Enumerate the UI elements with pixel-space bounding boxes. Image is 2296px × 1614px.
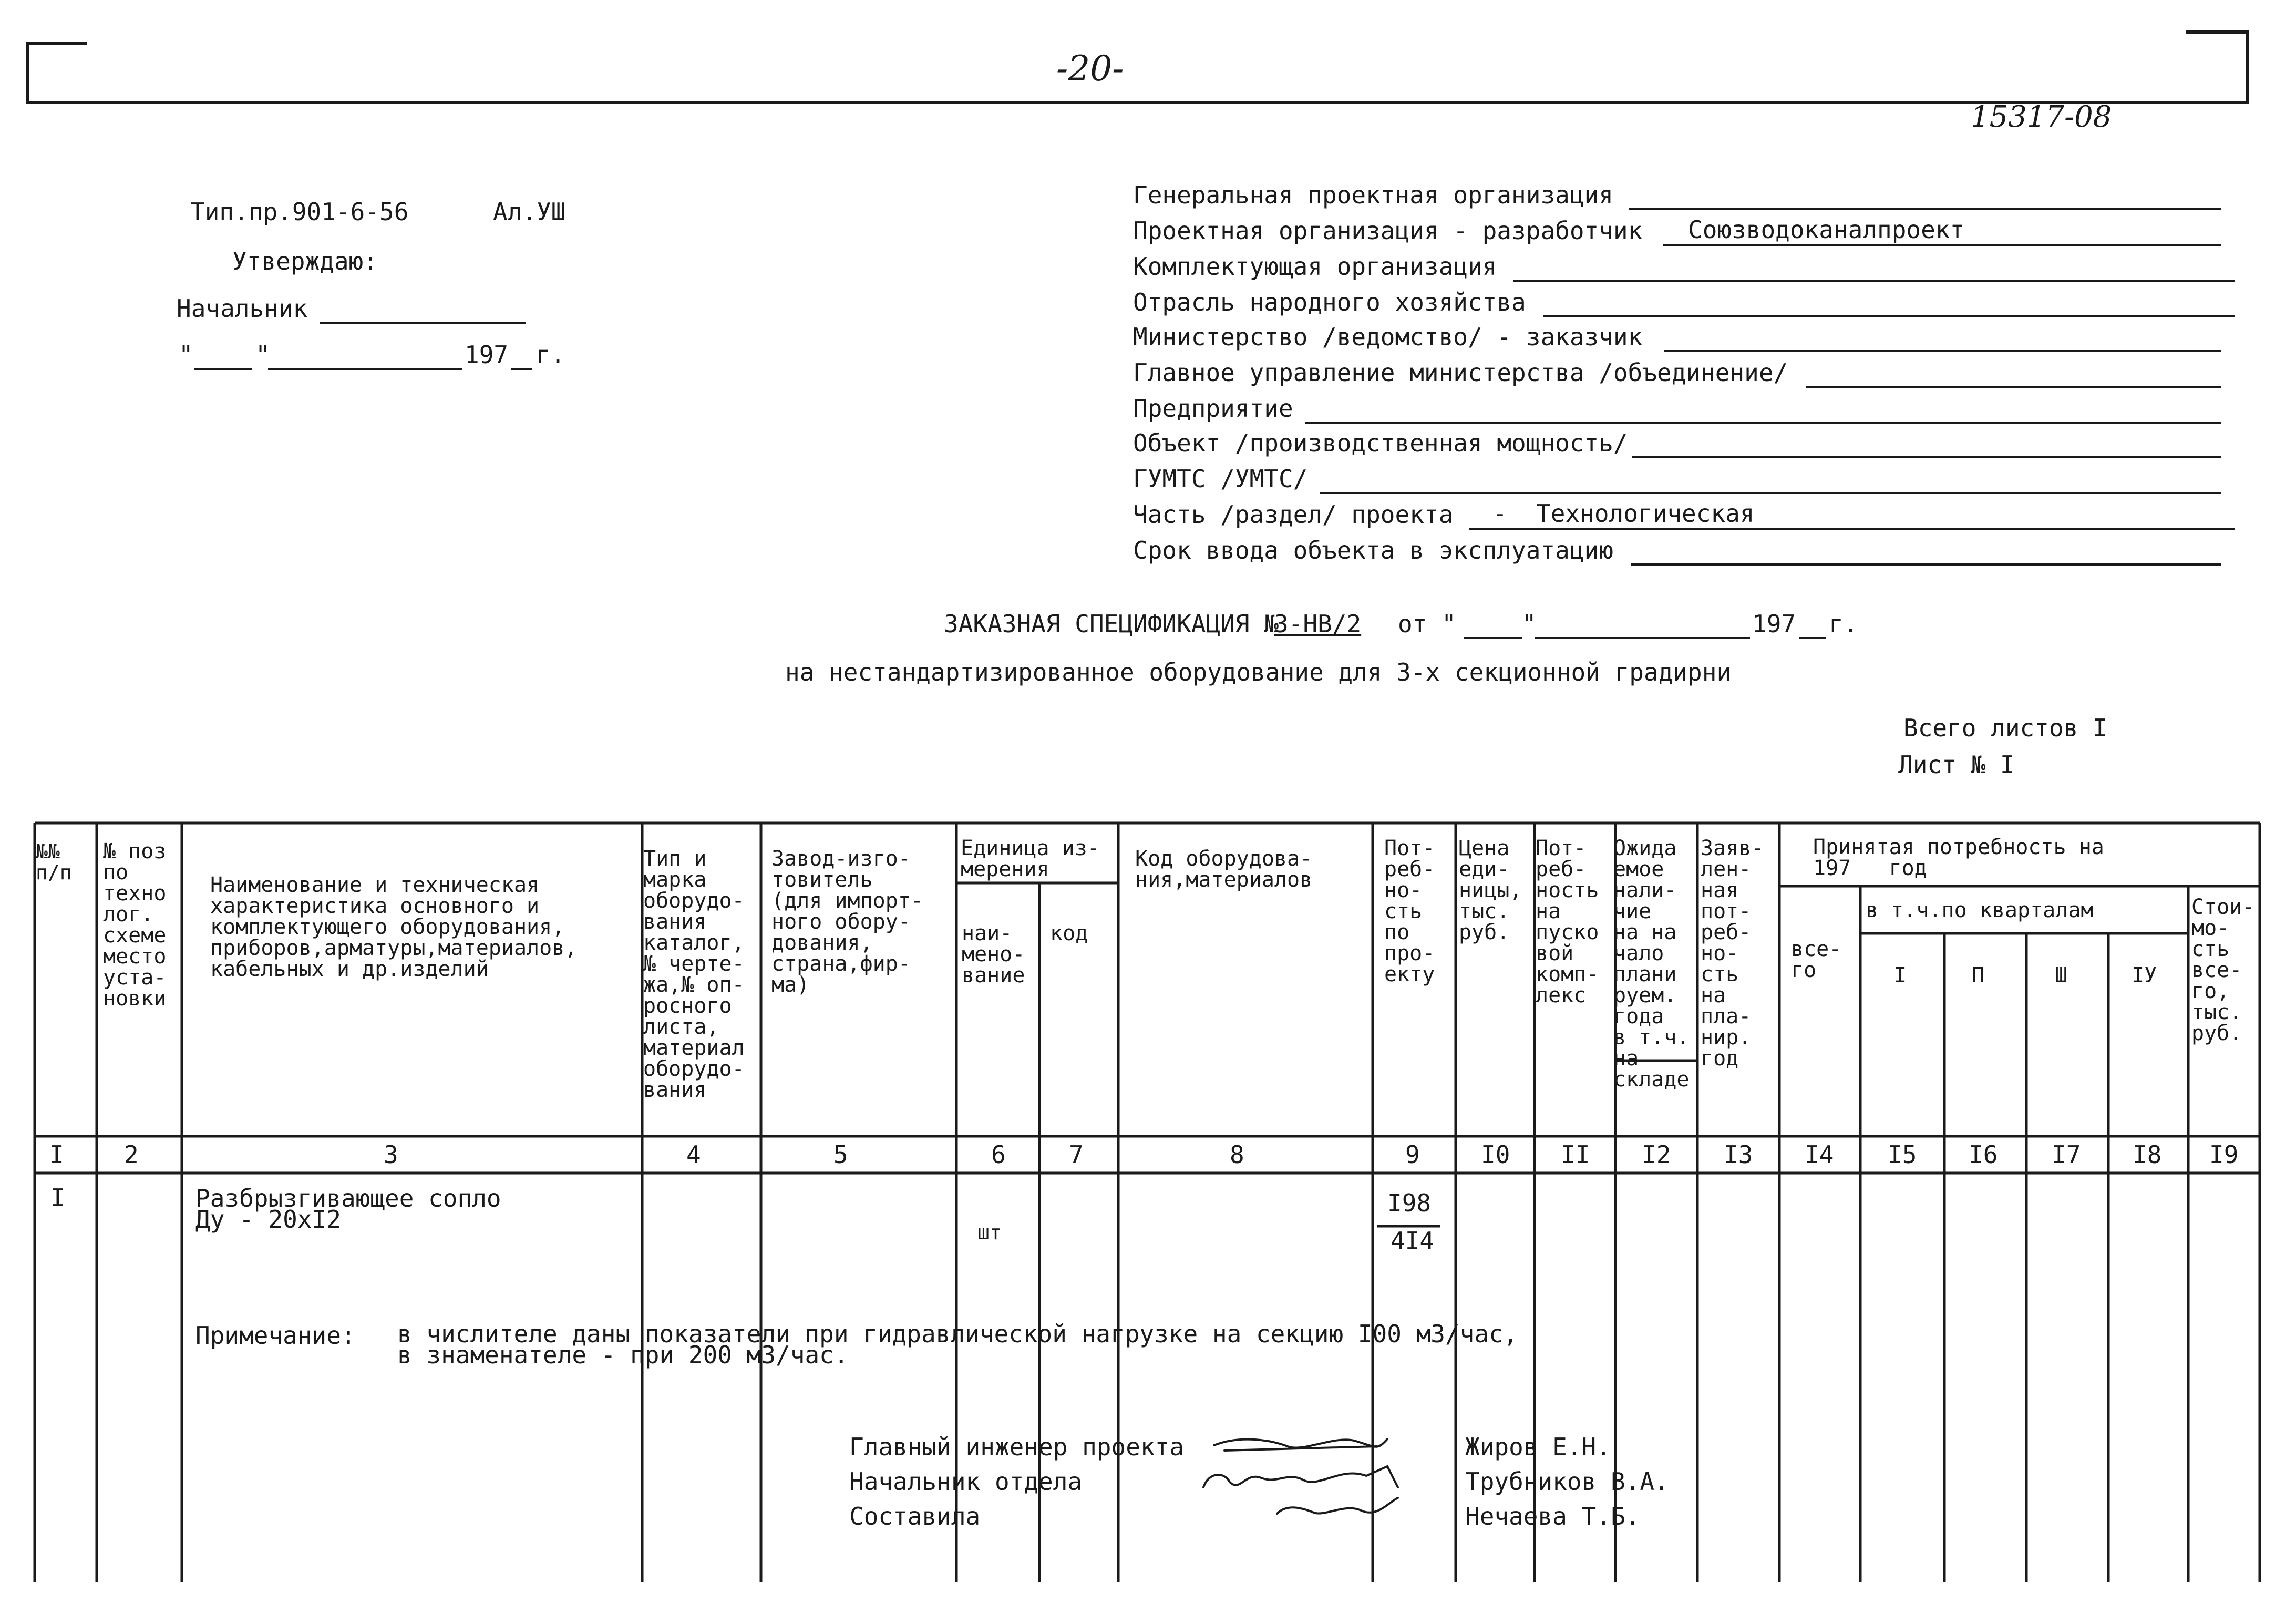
- spec-number: 3-НВ/2: [1274, 610, 1362, 638]
- header-quarter-3: Ш: [2055, 963, 2068, 988]
- sheet-number: Лист № I: [1898, 751, 2015, 779]
- spec-subtitle: на нестандартизированное оборудование для 3-х секционной градирни: [785, 658, 1732, 686]
- signature-role: Главный инженер проекта: [849, 1433, 1184, 1461]
- spec-from: от ": [1398, 610, 1456, 638]
- org-field-label: Комплектующая организация: [1133, 252, 1497, 281]
- col-number: I3: [1724, 1140, 1753, 1169]
- col-number: 2: [124, 1140, 139, 1169]
- col-number: 4: [686, 1140, 701, 1169]
- header-manufacturer: Завод-изго- товитель (для импорт- ного обору- дования, страна,фир- ма): [771, 847, 923, 997]
- org-field-value: Союзводоканалпроект: [1688, 215, 1965, 244]
- header-project-need: Пот- реб- но- сть по про- екту: [1384, 836, 1435, 986]
- note-label: Примечание:: [195, 1321, 356, 1350]
- col-number: 5: [833, 1140, 848, 1169]
- signature-scribble: [1203, 1466, 1398, 1487]
- header-position: № поз по техно лог. схеме место уста- новки: [103, 839, 167, 1011]
- org-field-label: ГУМТС /УМТС/: [1133, 465, 1308, 493]
- row-unit: шт: [977, 1221, 1002, 1244]
- signature-role: Начальник отдела: [849, 1467, 1083, 1496]
- col-number: 6: [991, 1140, 1006, 1169]
- header-cost: Стои- мо- сть все- го, тыс. руб.: [2191, 895, 2255, 1045]
- header-accepted-need: Принятая потребность на 197 год: [1813, 835, 2104, 880]
- handwritten-number: 15317-08: [1971, 100, 2112, 134]
- row-number: I: [50, 1184, 65, 1212]
- org-field-label: Часть /раздел/ проекта: [1133, 500, 1454, 529]
- note-text: в числителе даны показатели при гидравлической нагрузке на секцию I00 м3/час, в знаменателе - при 200 м3/час.: [397, 1320, 1518, 1369]
- org-field-label: Генеральная проектная организация: [1133, 181, 1613, 209]
- col-number: I4: [1805, 1140, 1834, 1169]
- org-field-label: Предприятие: [1133, 394, 1293, 423]
- header-unit-price: Цена еди- ницы, тыс. руб.: [1459, 836, 1522, 944]
- col-number: 7: [1069, 1140, 1084, 1169]
- header-quarter-4: IУ: [2132, 963, 2157, 988]
- header-unit-name: наи- мено- вание: [962, 921, 1025, 988]
- date-year-suffix: г.: [536, 341, 565, 369]
- header-name: Наименование и техническая характеристика основного и комплектующего оборудования, приборов,арматуры,материалов, кабельных и др.изделий: [210, 873, 578, 981]
- row-item-name: Разбрызгивающее сопло Ду - 20хI2: [195, 1184, 501, 1233]
- col-number: I7: [2052, 1140, 2081, 1169]
- spec-title-prefix: ЗАКАЗНАЯ СПЕЦИФИКАЦИЯ №: [944, 610, 1279, 638]
- chief-label: Начальник: [177, 294, 308, 323]
- col-number: II: [1561, 1140, 1590, 1169]
- header-quarter-2: П: [1972, 963, 1985, 988]
- org-field-label: Отрасль народного хозяйства: [1133, 288, 1526, 316]
- album-number: Ал.УШ: [493, 198, 566, 226]
- org-field-label: Министерство /ведомство/ - заказчик: [1133, 323, 1643, 351]
- spec-quote-close: ": [1522, 610, 1537, 638]
- header-row-number: №№ п/п: [36, 840, 72, 884]
- signature-name: Жиров Е.Н.: [1465, 1433, 1611, 1461]
- col-number: I9: [2209, 1140, 2239, 1169]
- org-field-label: Объект /производственная мощность/: [1133, 429, 1628, 457]
- col-number: 9: [1405, 1140, 1420, 1169]
- spec-year: 197: [1752, 610, 1796, 638]
- col-number: I: [49, 1140, 64, 1169]
- header-quarter-1: I: [1894, 963, 1907, 988]
- project-code: Тип.пр.901-6-56: [190, 198, 409, 226]
- date-quote-open: ": [179, 341, 193, 369]
- col-number: I8: [2133, 1140, 2162, 1169]
- row-qty-denominator: 4I4: [1391, 1227, 1435, 1255]
- page-number: -20-: [1056, 48, 1124, 89]
- org-field-label: Главное управление министерства /объединение/: [1133, 358, 1788, 387]
- org-field-label: Срок ввода объекта в эксплуатацию: [1133, 536, 1613, 564]
- header-type: Тип и марка оборудо- вания каталог, № черте- жа,№ оп- росного листа, материал оборудо- вания: [643, 847, 745, 1102]
- row-qty-numerator: I98: [1387, 1189, 1432, 1217]
- header-total: все- го: [1791, 937, 1842, 982]
- col-number: 8: [1230, 1140, 1244, 1169]
- approve-label: Утверждаю:: [232, 247, 378, 275]
- col-number: I5: [1888, 1140, 1917, 1169]
- total-sheets: Всего листов I: [1903, 714, 2107, 742]
- signature-name: Трубников В.А.: [1465, 1467, 1669, 1496]
- signature-scribble: [1277, 1498, 1398, 1514]
- header-unit-code: код: [1050, 921, 1088, 945]
- date-year: 197: [465, 341, 509, 369]
- col-number: 3: [384, 1140, 398, 1169]
- spec-year-suffix: г.: [1829, 610, 1858, 638]
- col-number: I6: [1969, 1140, 1998, 1169]
- header-declared-need: Заяв- лен- ная пот- реб- но- сть на пла- нир. год: [1701, 836, 1764, 1071]
- header-equipment-code: Код оборудова- ния,материалов: [1135, 847, 1313, 892]
- col-number: I0: [1481, 1140, 1510, 1169]
- col-number: I2: [1642, 1140, 1671, 1169]
- org-field-label: Проектная организация - разработчик: [1133, 217, 1643, 245]
- date-quote-close: ": [255, 341, 270, 369]
- header-startup-need: Пот- реб- ность на пуско вой комп- лекс: [1536, 836, 1599, 1008]
- signature-name: Нечаева Т.Б.: [1465, 1502, 1640, 1530]
- header-expected-stock: Ожида емое нали- чие на на чало плани руем. года в т.ч. на складе: [1613, 836, 1690, 1092]
- header-quarters: в т.ч.по кварталам: [1866, 898, 2094, 922]
- signature-role: Составила: [849, 1502, 981, 1530]
- header-unit-group: Единица из- мерения: [961, 836, 1100, 881]
- org-field-value: - Технологическая: [1492, 499, 1755, 528]
